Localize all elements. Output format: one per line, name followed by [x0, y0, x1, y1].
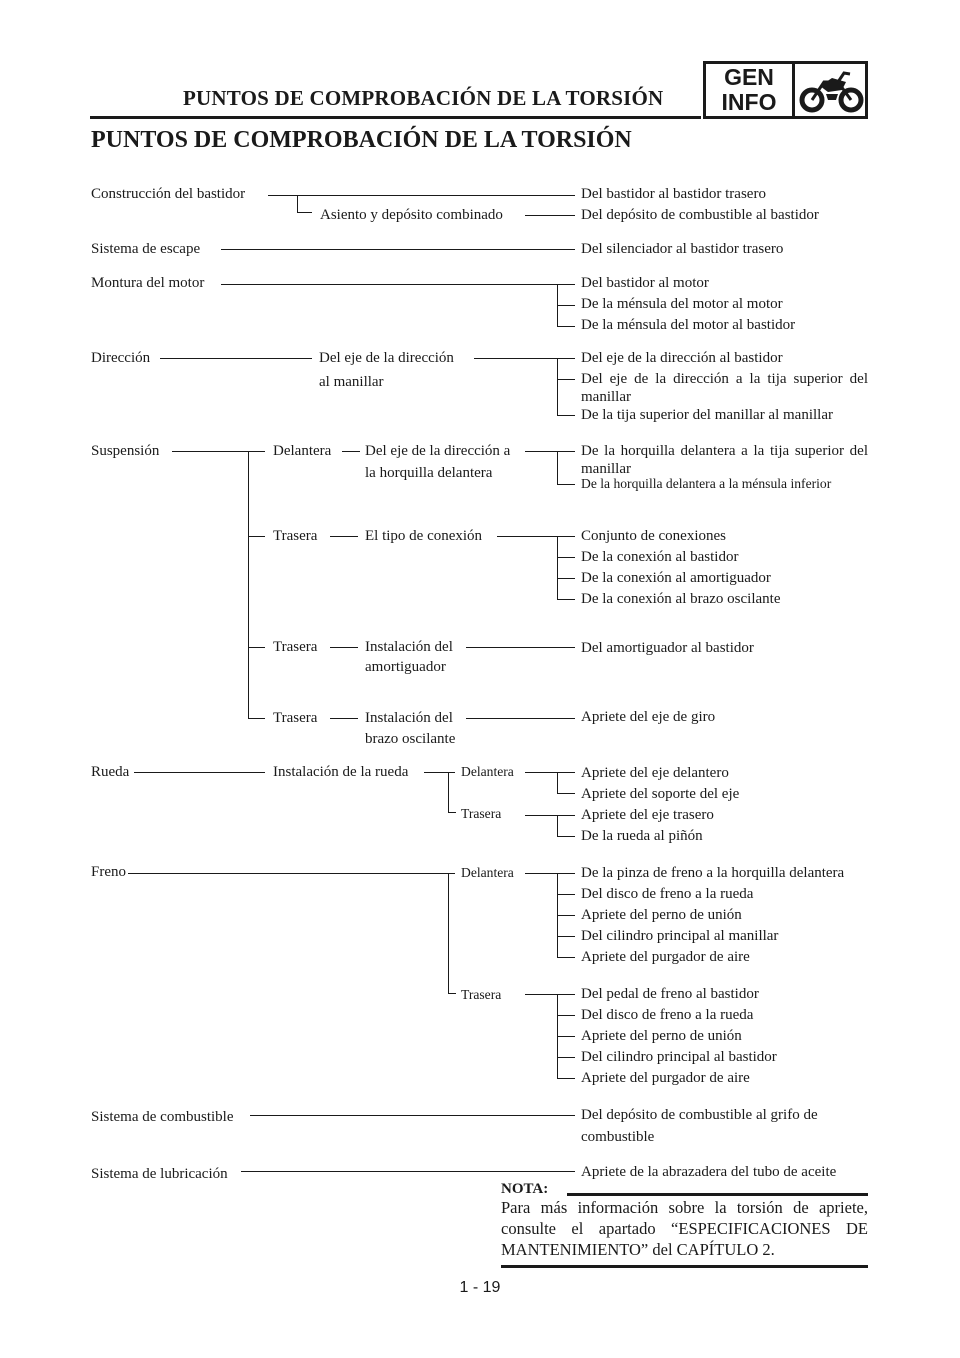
connector-line: [525, 451, 575, 452]
connector-line: [172, 451, 265, 452]
result-item: Del bastidor al bastidor trasero: [581, 186, 766, 202]
result-item: Del depósito de combustible al bastidor: [581, 207, 819, 223]
gen-info-badge: [703, 61, 868, 119]
result-item: Del pedal de freno al bastidor: [581, 986, 759, 1002]
connector-line: [525, 772, 575, 773]
susp-mid: la horquilla delantera: [365, 465, 493, 481]
page-title: PUNTOS DE COMPROBACIÓN DE LA TORSIÓN: [91, 127, 632, 153]
connector-line: [330, 718, 358, 719]
susp-position: Trasera: [273, 528, 318, 544]
rueda-mid: Instalación de la rueda: [273, 764, 409, 780]
connector-line: [466, 647, 575, 648]
susp-mid: amortiguador: [365, 659, 446, 675]
connector-line: [557, 326, 575, 327]
nota-bottom-rule: [501, 1265, 868, 1268]
result-item: Apriete del soporte del eje: [581, 786, 740, 802]
connector-line: [250, 1115, 575, 1116]
label-combustible: Sistema de combustible: [91, 1109, 234, 1125]
freno-position: Delantera: [461, 865, 514, 880]
connector-line: [297, 195, 298, 212]
rueda-position: Delantera: [461, 764, 514, 779]
connector-line: [448, 993, 456, 994]
connector-line: [248, 451, 249, 718]
connector-line: [330, 647, 358, 648]
connector-line: [557, 578, 575, 579]
connector-line: [497, 536, 575, 537]
connector-line: [248, 718, 265, 719]
connector-line: [557, 793, 575, 794]
nota-body: Para más información sobre la torsión de apriete, consulte el apartado “ESPECIFICACIONES DE MANTENIMIENTO” del CAPÍTULO 2.: [501, 1198, 868, 1259]
result-item: Del eje de la dirección a la tija superior del manillar: [581, 371, 868, 405]
connector-line: [557, 557, 575, 558]
result-item: Apriete del purgador de aire: [581, 1070, 750, 1086]
result-item: De la ménsula del motor al motor: [581, 296, 783, 312]
result-item: Del disco de freno a la rueda: [581, 886, 754, 902]
connector-line: [525, 215, 575, 216]
connector-line: [160, 358, 312, 359]
connector-line: [557, 1015, 575, 1016]
connector-line: [128, 873, 455, 874]
result-item: Del cilindro principal al bastidor: [581, 1049, 777, 1065]
susp-mid: Instalación del: [365, 639, 453, 655]
connector-line: [525, 994, 575, 995]
connector-line: [557, 358, 558, 415]
connector-line: [557, 415, 575, 416]
nota-rule: [567, 1193, 868, 1196]
connector-line: [557, 957, 575, 958]
result-item: De la horquilla delantera a la tija superior del manillar: [581, 443, 868, 477]
connector-line: [448, 873, 449, 993]
page-number: 1 - 19: [459, 1279, 501, 1296]
result-item: De la conexión al amortiguador: [581, 570, 771, 586]
connector-line: [525, 815, 575, 816]
rueda-position: Trasera: [461, 806, 502, 821]
connector-line: [248, 536, 265, 537]
connector-line: [474, 358, 575, 359]
result-item: Del amortiguador al bastidor: [581, 640, 754, 656]
result-item: De la conexión al bastidor: [581, 549, 739, 565]
result-item: De la horquilla delantera a la ménsula inferior: [581, 476, 832, 491]
connector-line: [448, 772, 449, 812]
label-lubricacion: Sistema de lubricación: [91, 1166, 228, 1182]
connector-line: [557, 379, 575, 380]
freno-position: Trasera: [461, 987, 502, 1002]
result-item: Del bastidor al motor: [581, 275, 709, 291]
connector-line: [424, 772, 455, 773]
connector-line: [342, 451, 360, 452]
connector-line: [557, 305, 575, 306]
result-item: De la ménsula del motor al bastidor: [581, 317, 796, 333]
susp-mid: Instalación del: [365, 710, 453, 726]
connector-line: [557, 451, 558, 484]
result-item: De la rueda al piñón: [581, 828, 703, 844]
connector-line: [241, 1171, 575, 1172]
mid-direccion: Del eje de la dirección: [319, 350, 454, 366]
connector-line: [297, 212, 312, 213]
connector-line: [221, 284, 575, 285]
connector-line: [557, 936, 575, 937]
susp-position: Trasera: [273, 639, 318, 655]
label-motor: Montura del motor: [91, 275, 205, 291]
result-item: Apriete del perno de unión: [581, 907, 742, 923]
connector-line: [466, 718, 575, 719]
result-item: Apriete del perno de unión: [581, 1028, 742, 1044]
result-item: De la pinza de freno a la horquilla delantera: [581, 865, 845, 881]
result-item: De la conexión al brazo oscilante: [581, 591, 781, 607]
connector-line: [557, 536, 558, 599]
susp-mid: brazo oscilante: [365, 731, 456, 747]
result-item: Apriete del eje de giro: [581, 709, 716, 725]
connector-line: [330, 536, 358, 537]
result-item: Apriete del purgador de aire: [581, 949, 750, 965]
connector-line: [557, 1057, 575, 1058]
result-item: Del depósito de combustible al grifo de: [581, 1107, 818, 1123]
result-item: Del eje de la dirección al bastidor: [581, 350, 783, 366]
motorcycle-icon: [798, 68, 864, 114]
connector-line: [557, 894, 575, 895]
result-item: Del cilindro principal al manillar: [581, 928, 779, 944]
result-item: Apriete de la abrazadera del tubo de aceite: [581, 1164, 837, 1180]
label-rueda: Rueda: [91, 764, 130, 780]
connector-line: [557, 836, 575, 837]
result-item: Conjunto de conexiones: [581, 528, 726, 544]
label-bastidor: Construcción del bastidor: [91, 186, 246, 202]
badge-divider: [792, 64, 795, 116]
result-item: De la tija superior del manillar al manillar: [581, 407, 833, 423]
header-title: PUNTOS DE COMPROBACIÓN DE LA TORSIÓN: [183, 86, 664, 110]
susp-mid: Del eje de la dirección a: [365, 443, 511, 459]
susp-position: Trasera: [273, 710, 318, 726]
connector-line: [248, 647, 265, 648]
badge-info-text: INFO: [721, 89, 777, 115]
connector-line: [557, 915, 575, 916]
connector-line: [221, 249, 575, 250]
connector-line: [557, 484, 575, 485]
susp-position: Delantera: [273, 443, 332, 459]
result-item: Del silenciador al bastidor trasero: [581, 241, 784, 257]
label-freno: Freno: [91, 864, 126, 880]
connector-line: [557, 772, 558, 793]
result-item: Apriete del eje trasero: [581, 807, 714, 823]
badge-gen-text: GEN: [724, 64, 774, 90]
label-escape: Sistema de escape: [91, 241, 201, 257]
connector-line: [268, 195, 575, 196]
connector-line: [557, 815, 558, 836]
header-rule: [90, 116, 701, 119]
result-item: Apriete del eje delantero: [581, 765, 729, 781]
label-direccion: Dirección: [91, 350, 151, 366]
mid-direccion: al manillar: [319, 374, 384, 390]
susp-mid: El tipo de conexión: [365, 528, 483, 544]
connector-line: [448, 812, 456, 813]
connector-line: [557, 599, 575, 600]
connector-line: [134, 772, 265, 773]
connector-line: [557, 1036, 575, 1037]
label-suspension: Suspensión: [91, 443, 160, 459]
connector-line: [557, 1078, 575, 1079]
result-item: combustible: [581, 1129, 655, 1145]
connector-line: [525, 873, 575, 874]
result-item: Del disco de freno a la rueda: [581, 1007, 754, 1023]
sub-asiento: Asiento y depósito combinado: [320, 207, 503, 223]
nota-label: NOTA:: [501, 1181, 549, 1197]
